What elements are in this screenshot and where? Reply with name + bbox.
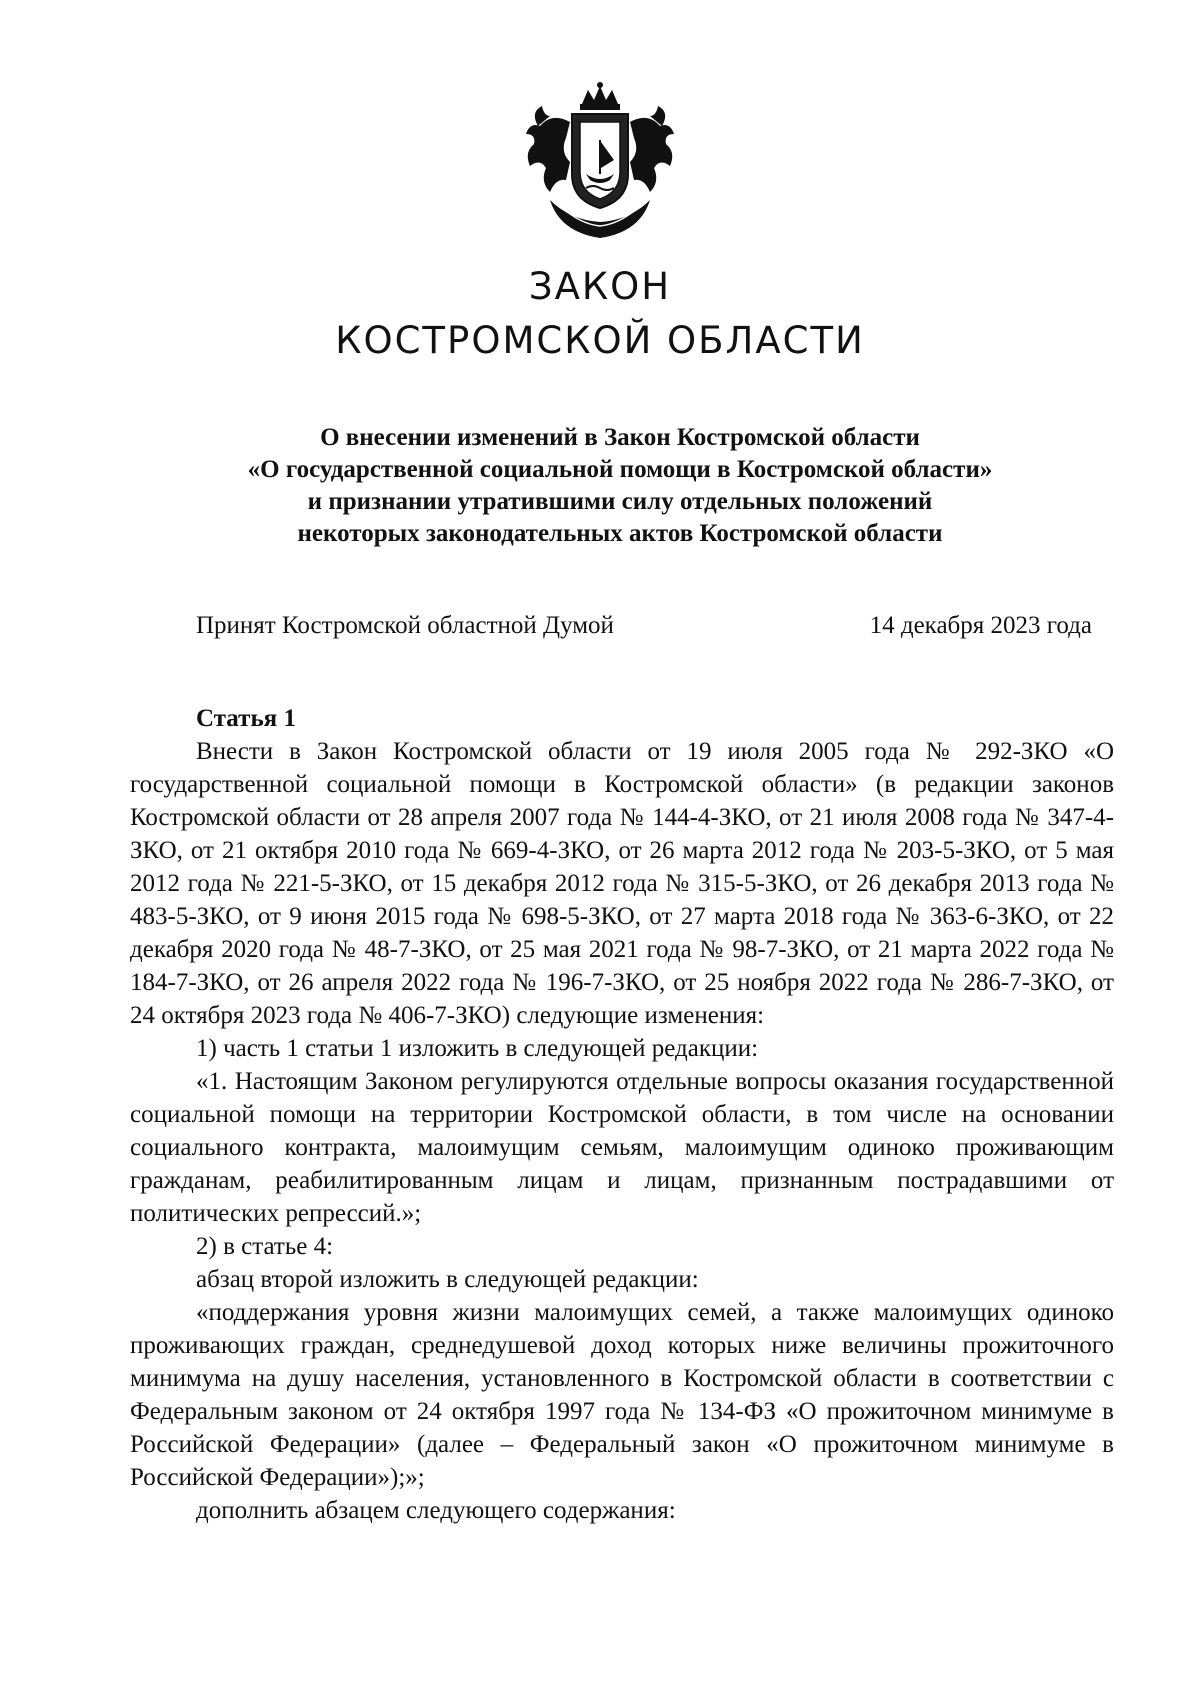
article-paragraph: «поддержания уровня жизни малоимущих семей, а также малоимущих одиноко проживающих граждан, среднедушевой доход которых ниже величины прожиточного минимума на душу населения, установленного в Костромской области в соответствии с Федеральным законом от 24 октября 1997 года № 134-ФЗ «О прожиточном минимуме в Российской Федерации» (далее – Федеральный закон «О прожиточном минимуме в Российской Федерации»);»; [130, 1299, 1114, 1491]
adopted-by: Принят Костромской областной Думой [196, 612, 614, 639]
law-heading [0, 260, 1200, 368]
law-title-line4: некоторых законодательных актов Костромской области [297, 520, 943, 547]
law-title [130, 422, 1110, 550]
law-title-line3: и признании утратившими силу отдельных положений [307, 488, 933, 515]
article-title: Статья 1 [196, 705, 296, 732]
article-paragraph: 1) часть 1 статьи 1 изложить в следующей редакции: [196, 1035, 759, 1062]
coat-of-arms-emblem [500, 82, 700, 242]
adoption-line [196, 612, 1092, 644]
article-paragraph: 2) в статье 4: [196, 1233, 334, 1260]
article-paragraph: Внести в Закон Костромской области от 19 июля 2005 года № 292-ЗКО «О государственной социальной помощи в Костромской области» (в редакции законов Костромской области от 28 апреля 2007 года № 144-4-ЗКО, от 21 июля 2008 года № 347-4-ЗКО, от 21 октября 2010 года № 669-4-ЗКО, от 26 марта 2012 года № 203-5-ЗКО, от 5 мая 2012 года № 221-5-ЗКО, от 15 декабря 2012 года № 315-5-ЗКО, от 26 декабря 2013 года № 483-5-ЗКО, от 9 июня 2015 года № 698-5-ЗКО, от 27 марта 2018 года № 363-6-ЗКО, от 22 декабря 2020 года № 48-7-ЗКО, от 25 мая 2021 года № 98-7-ЗКО, от 21 марта 2022 года № 184-7-ЗКО, от 26 апреля 2022 года № 196-7-ЗКО, от 25 ноября 2022 года № 286-7-ЗКО, от 24 октября 2023 года № 406-7-ЗКО) следующие изменения: [130, 738, 1114, 1029]
law-heading-line1: ЗАКОН [528, 265, 672, 308]
article-paragraph: абзац второй изложить в следующей редакции: [196, 1266, 699, 1293]
law-title-line1: О внесении изменений в Закон Костромской области [320, 424, 920, 451]
article-paragraph: «1. Настоящим Законом регулируются отдельные вопросы оказания государственной социальной помощи на территории Костромской области, в том числе на основании социального контракта, малоимущим семьям, малоимущим одиноко проживающим гражданам, реабилитированным лицам и лицам, признанным пострадавшими от политических репрессий.»; [130, 1068, 1114, 1227]
law-heading-line2: КОСТРОМСКОЙ ОБЛАСТИ [335, 319, 865, 362]
adoption-date: 14 декабря 2023 года [869, 612, 1092, 639]
law-title-line2: «О государственной социальной помощи в Костромской области» [247, 456, 993, 483]
article-body [130, 702, 1114, 1527]
article-paragraph: дополнить абзацем следующего содержания: [196, 1497, 676, 1524]
